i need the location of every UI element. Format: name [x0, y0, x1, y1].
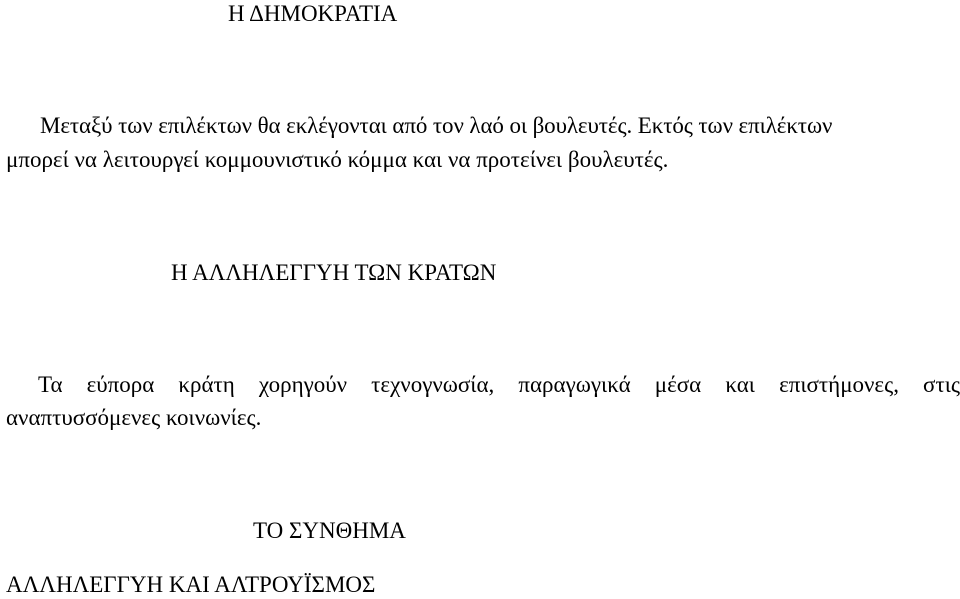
title-democracy: Η ΔΗΜΟΚΡΑΤΙΑ: [228, 1, 398, 26]
title-motto: ΤΟ ΣΥΝΘΗΜΑ: [253, 518, 406, 543]
solidarity-text-line-2: αναπτυσσόμενες κοινωνίες.: [6, 405, 262, 430]
title-solidarity: Η ΑΛΛΗΛΕΓΓΥΗ ΤΩΝ ΚΡΑΤΩΝ: [171, 260, 497, 285]
democracy-text-line-2: μπορεί να λειτουργεί κομμουνιστικό κόμμα και να προτείνει βουλευτές.: [6, 147, 669, 172]
motto-text: ΑΛΛΗΛΕΓΓΥΗ ΚΑΙ ΑΛΤΡΟΥΪΣΜΟΣ: [6, 572, 376, 597]
democracy-text-line-1: Μεταξύ των επιλέκτων θα εκλέγονται από τον λαό οι βουλευτές. Εκτός των επιλέκτων: [40, 113, 833, 138]
solidarity-text-line-1: Τα εύπορα κράτη χορηγούν τεχνογνωσία, παραγωγικά μέσα και επιστήμονες, στις: [38, 372, 960, 397]
